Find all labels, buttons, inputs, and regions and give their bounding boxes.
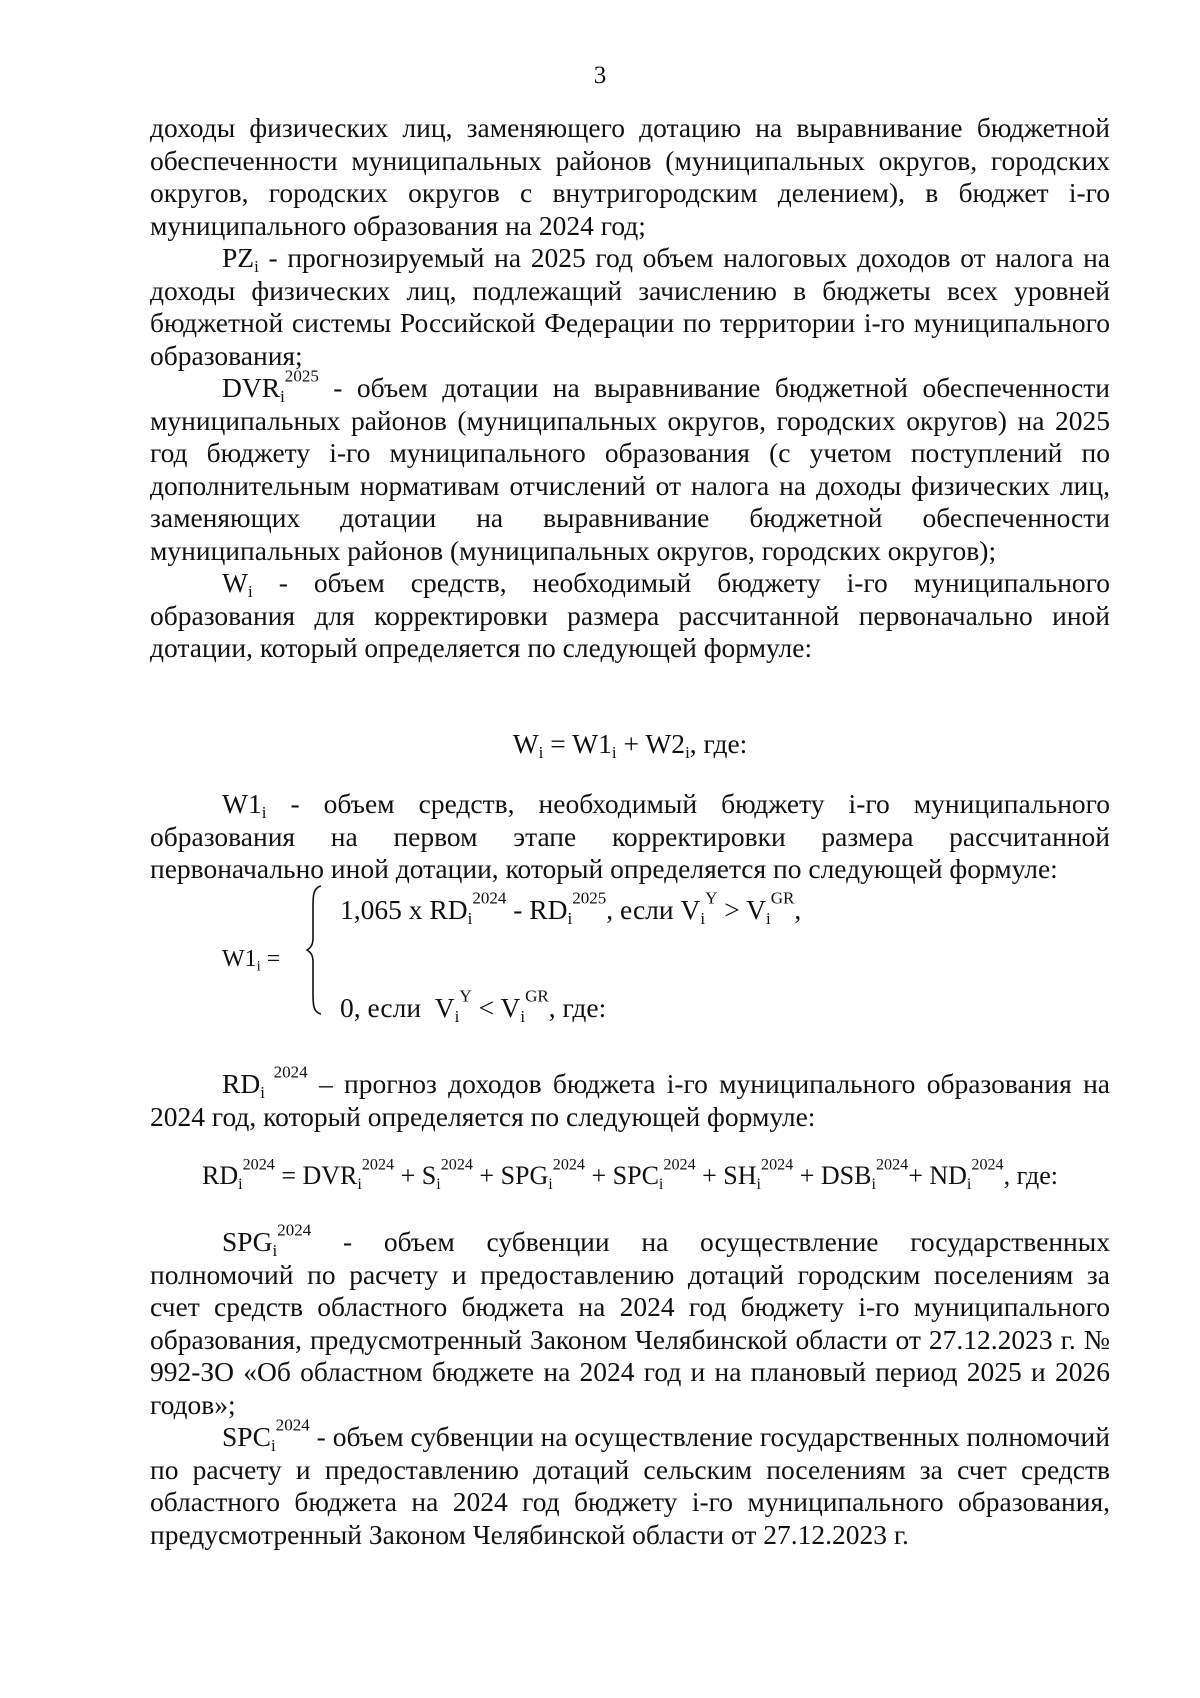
rd-term-3-sup: 2024 — [440, 1156, 473, 1174]
case1-part-b-sup: 2025 — [572, 888, 607, 908]
rd-term-3: + S — [394, 1161, 437, 1190]
var-dvr-sub: i — [280, 387, 285, 407]
paragraph-w1 — [150, 788, 1110, 886]
rd-term-4-sup: 2024 — [552, 1156, 585, 1174]
case1-part-b: - RD — [506, 894, 568, 925]
case2-part-a-sub: i — [454, 1007, 460, 1027]
case1-part-a-sup: 2024 — [472, 888, 507, 908]
paragraph-continuation: доходы физических лиц, заменяющего дотацию на выравнивание бюджетной обеспеченности муниципальных районов (муниципальных округов, городских округов, городских округов с внутригородским делением), в бюджет i-го муниципального образования на 2024 год; — [150, 112, 1110, 241]
text-block-2 — [150, 788, 1110, 886]
rd-term-2-sub: i — [357, 1175, 362, 1193]
formula-w-lhs-sub: i — [538, 743, 544, 763]
text-block-3 — [150, 1062, 1110, 1133]
case1-part-c-sup: Y — [705, 888, 718, 908]
rd-term-1-sub: i — [238, 1175, 243, 1193]
rd-term-8-sup: 2024 — [971, 1156, 1004, 1174]
case2-part-b-sup: GR — [525, 986, 549, 1006]
formula-rd — [150, 1156, 1110, 1193]
case1-part-a-sub: i — [467, 909, 473, 929]
var-pz: PZ — [222, 242, 255, 273]
formula-w1-label — [222, 946, 280, 973]
formula-w-term2: + W2 — [616, 728, 686, 759]
page-number: 3 — [593, 62, 607, 89]
rd-term-7-sup: 2024 — [875, 1156, 909, 1174]
paragraph-spg-text: - объем субвенции на осуществление государственных полномочий по расчету и предоставлению дотаций городским поселениям за счет средств областного бюджета на 2024 год бюджету i-го муниципального образования, предусмотренный Законом Челябинской области от 27.12.2023 г. № 992-ЗО «Об областном бюджете на 2024 год и на плановый период 2025 и 2026 годов»; — [150, 1226, 1110, 1420]
rd-term-2-sup: 2024 — [361, 1156, 395, 1174]
rd-term-2: = DVR — [274, 1161, 358, 1190]
formula-w-term2-sub: i — [685, 743, 690, 763]
var-spc-sub: i — [270, 1436, 276, 1456]
var-spg: SPG — [222, 1226, 273, 1257]
formula-w1-case2 — [340, 986, 607, 1027]
rd-term-1-sup: 2024 — [242, 1156, 275, 1174]
case2-part-a: 0, если V — [340, 992, 455, 1023]
rd-term-6-sup: 2024 — [761, 1156, 794, 1174]
rd-term-5-sub: i — [658, 1175, 664, 1193]
case1-part-c-sub: i — [700, 909, 706, 929]
paragraph-pz-text: - прогнозируемый на 2025 год объем налоговых доходов от налога на доходы физических лиц, подлежащий зачислению в бюджеты всех уровней бюджетной системы Российской Федерации по территории i-го муниципального образования; — [150, 242, 1110, 371]
var-rd: RD — [222, 1068, 261, 1099]
rd-term-4-sub: i — [548, 1175, 553, 1193]
case1-part-d-sub: i — [766, 909, 771, 929]
paragraph-pz — [150, 242, 1110, 372]
case1-part-a: 1,065 x RD — [340, 894, 468, 925]
case1-part-e: , — [794, 894, 802, 925]
formula-w — [150, 728, 1110, 763]
formula-w-tail: , где: — [689, 728, 748, 759]
case2-part-c: , где: — [548, 992, 607, 1023]
rd-term-8: + ND — [908, 1161, 967, 1190]
var-spc-sup: 2024 — [275, 1415, 310, 1435]
formula-w1-label-sub: i — [256, 958, 261, 975]
formula-w-term1: = W1 — [543, 728, 612, 759]
formula-w1-label-eq: = — [260, 946, 281, 972]
formula-w1-case1 — [340, 888, 802, 929]
paragraph-dvr-text: - объем дотации на выравнивание бюджетной обеспеченности муниципальных районов (муниципальных округов, городских округов) на 2025 год бюджету i-го муниципального образования (с учетом поступлений по дополнительным нормативам отчислений от налога на доходы физических лиц, заменяющих дотации на выравнивание бюджетной обеспеченности муниципальных районов (муниципальных округов, городских округов); — [150, 372, 1110, 566]
paragraph-w — [150, 567, 1110, 665]
paragraph-w-text: - объем средств, необходимый бюджету i-го муниципального образования для корректировки размера рассчитанной первоначально иной дотации, который определяется по следующей формуле: — [150, 567, 1110, 663]
paragraph-dvr — [150, 366, 1110, 567]
var-rd-sub: i — [260, 1083, 265, 1103]
text-block-1 — [150, 112, 1110, 665]
rd-term-5: + SPC — [584, 1161, 659, 1190]
case2-part-a-sup: Y — [459, 986, 472, 1006]
rd-tail: , где: — [1003, 1161, 1058, 1190]
paragraph-spg — [150, 1220, 1110, 1421]
formula-w1-label-text: W1 — [222, 946, 257, 972]
var-w1: W1 — [222, 788, 262, 819]
formula-w-term1-sub: i — [611, 743, 617, 763]
curly-brace-icon — [305, 884, 323, 1016]
case1-part-d: > V — [717, 894, 766, 925]
rd-term-7: + DSB — [793, 1161, 872, 1190]
paragraph-w1-text: - объем средств, необходимый бюджету i-го муниципального образования на первом этапе корректировки размера рассчитанной первоначально иной дотации, который определяется по следующей формуле: — [150, 788, 1110, 884]
rd-term-6-sub: i — [756, 1175, 762, 1193]
rd-term-7-sub: i — [871, 1175, 876, 1193]
var-w-sub: i — [247, 582, 253, 602]
paragraph-rd-text: – прогноз доходов бюджета i-го муниципального образования на 2024 год, который определяется по следующей формуле: — [150, 1068, 1110, 1132]
rd-term-1: RD — [202, 1161, 239, 1190]
var-w1-sub: i — [261, 803, 267, 823]
var-dvr-sup: 2025 — [284, 366, 319, 386]
case1-part-d-sup: GR — [770, 888, 795, 908]
var-w: W — [222, 567, 248, 598]
var-spg-sup: 2024 — [277, 1220, 312, 1240]
case2-part-b: < V — [471, 992, 521, 1023]
var-spc: SPC — [222, 1421, 271, 1452]
rd-term-4: + SPG — [472, 1161, 549, 1190]
formula-w-lhs: W — [512, 728, 539, 759]
paragraph-rd — [150, 1062, 1110, 1133]
var-spg-sub: i — [272, 1241, 278, 1261]
var-dvr: DVR — [222, 372, 281, 403]
paragraph-spc-text: - объем субвенции на осуществление государственных полномочий по расчету и предоставлению дотаций сельским поселениям за счет средств областного бюджета на 2024 год бюджету i-го муниципального образования, предусмотренный Законом Челябинской области от 27.12.2023 г. — [150, 1421, 1110, 1550]
case1-part-c: , если V — [606, 894, 701, 925]
rd-term-6: + SH — [695, 1161, 757, 1190]
var-pz-sub: i — [254, 257, 259, 277]
paragraph-spc — [150, 1415, 1110, 1551]
text-block-4 — [150, 1220, 1110, 1551]
case1-part-b-sub: i — [567, 909, 573, 929]
var-rd-sup: 2024 — [264, 1062, 308, 1082]
case2-part-b-sub: i — [520, 1007, 526, 1027]
rd-term-3-sub: i — [436, 1175, 441, 1193]
rd-term-8-sub: i — [966, 1175, 972, 1193]
rd-term-5-sup: 2024 — [663, 1156, 696, 1174]
